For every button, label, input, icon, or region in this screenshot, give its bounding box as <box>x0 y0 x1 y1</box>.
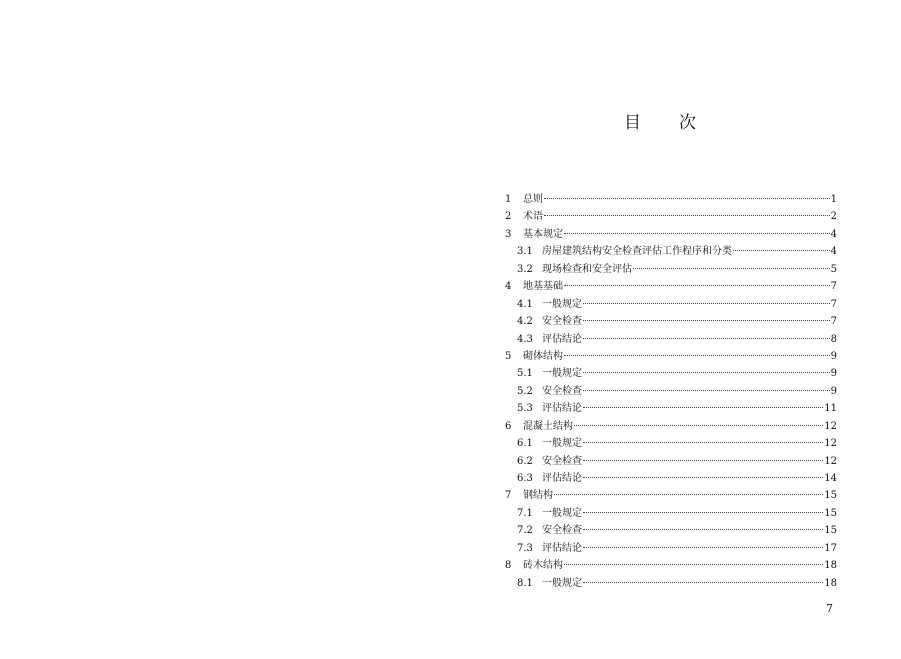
toc-section-entry[interactable] <box>505 348 837 365</box>
toc-entry-label: 一般规定 <box>542 368 582 380</box>
toc-dot-leader <box>583 303 830 304</box>
toc-dot-leader <box>583 372 830 373</box>
toc-entry-number: 4.1 <box>517 298 533 310</box>
toc-entry-page: 15 <box>824 507 837 519</box>
toc-dot-leader <box>583 390 830 391</box>
toc-entry-label: 砖木结构 <box>523 560 563 572</box>
toc-entry-page: 5 <box>830 263 837 275</box>
toc-entry-number: 7.1 <box>517 507 533 519</box>
toc-entry-page: 9 <box>830 385 837 397</box>
toc-dot-leader <box>583 460 823 461</box>
toc-entry-page: 14 <box>824 473 837 484</box>
toc-entry-number: 3 <box>505 228 512 240</box>
toc-subsection-entry[interactable] <box>505 453 837 470</box>
toc-dot-leader <box>583 338 830 339</box>
toc-entry-number: 6 <box>505 420 512 432</box>
toc-entry-number: 5.3 <box>517 403 533 415</box>
toc-dot-leader <box>583 512 823 513</box>
toc-entry-number: 5.1 <box>517 368 533 380</box>
toc-entry-number: 1 <box>505 194 512 205</box>
toc-entry-label: 砌体结构 <box>523 350 563 362</box>
toc-dot-leader <box>583 442 823 443</box>
toc-entry-number: 3.1 <box>517 246 533 258</box>
toc-subsection-entry[interactable] <box>505 365 837 382</box>
toc-entry-label: 一般规定 <box>542 577 582 589</box>
toc-entry-label: 评估结论 <box>542 542 582 554</box>
toc-entry-number: 8 <box>505 560 512 572</box>
toc-subsection-entry[interactable] <box>505 400 837 417</box>
toc-dot-leader <box>583 407 823 408</box>
toc-section-entry[interactable] <box>505 278 837 295</box>
toc-dot-leader <box>564 564 823 565</box>
toc-entry-page: 11 <box>824 403 837 415</box>
toc-subsection-entry[interactable] <box>505 522 837 539</box>
toc-subsection-entry[interactable] <box>505 575 837 592</box>
toc-dot-leader <box>574 425 823 426</box>
toc-subsection-entry[interactable] <box>505 435 837 452</box>
toc-entry-number: 5.2 <box>517 385 533 397</box>
toc-dot-leader <box>564 285 830 286</box>
toc-entry-number: 5 <box>505 350 512 362</box>
toc-dot-leader <box>564 355 830 356</box>
toc-entry-page: 15 <box>824 490 837 502</box>
toc-entry-label: 安全检查 <box>542 316 582 328</box>
toc-entry-label: 安全检查 <box>542 385 582 397</box>
toc-entry-label: 评估结论 <box>542 403 582 415</box>
toc-entry-label: 安全检查 <box>542 455 582 467</box>
toc-dot-leader <box>633 268 830 269</box>
toc-dot-leader <box>583 320 830 321</box>
toc-dot-leader <box>583 529 823 530</box>
toc-section-entry[interactable] <box>505 208 837 225</box>
toc-subsection-entry[interactable] <box>505 383 837 400</box>
toc-section-entry[interactable] <box>505 191 837 208</box>
toc-subsection-entry[interactable] <box>505 313 837 330</box>
toc-entry-page: 17 <box>824 542 837 554</box>
toc-subsection-entry[interactable] <box>505 296 837 313</box>
toc-dot-leader <box>564 233 830 234</box>
toc-section-entry[interactable] <box>505 487 837 504</box>
toc-section-entry[interactable] <box>505 557 837 574</box>
toc-entry-page: 2 <box>830 211 837 223</box>
title-char-2: 次 <box>679 113 696 133</box>
toc-entry-label: 术语 <box>523 211 543 223</box>
toc-entry-page: 9 <box>830 350 837 362</box>
title-char-1: 目 <box>624 113 641 133</box>
toc-entry-number: 6.1 <box>517 438 533 450</box>
toc-section-entry[interactable] <box>505 418 837 435</box>
toc-dot-leader <box>583 477 823 478</box>
toc-entry-page: 4 <box>830 246 837 258</box>
toc-entry-label: 评估结论 <box>542 473 582 484</box>
toc-entry-number: 7 <box>505 490 512 502</box>
table-of-contents <box>505 191 837 592</box>
toc-dot-leader <box>544 215 830 216</box>
toc-entry-page: 7 <box>830 316 837 328</box>
toc-entry-label: 地基基础 <box>523 281 563 293</box>
toc-entry-page: 1 <box>830 194 837 205</box>
toc-entry-page: 7 <box>830 298 837 310</box>
toc-entry-label: 房屋建筑结构安全检查评估工作程序和分类 <box>542 246 732 258</box>
toc-entry-number: 4 <box>505 281 512 293</box>
toc-dot-leader <box>583 582 823 583</box>
toc-entry-page: 9 <box>830 368 837 380</box>
toc-entry-page: 12 <box>824 420 837 432</box>
toc-entry-label: 现场检查和安全评估 <box>542 263 632 275</box>
toc-dot-leader <box>583 547 823 548</box>
toc-entry-label: 一般规定 <box>542 298 582 310</box>
toc-entry-label: 总则 <box>523 194 543 205</box>
toc-entry-number: 2 <box>505 211 512 223</box>
toc-entry-number: 6.3 <box>517 473 533 484</box>
page-title <box>560 108 760 133</box>
toc-section-entry[interactable] <box>505 226 837 243</box>
toc-entry-number: 3.2 <box>517 263 533 275</box>
toc-entry-label: 钢结构 <box>523 490 553 502</box>
toc-entry-number: 7.3 <box>517 542 533 554</box>
toc-entry-label: 混凝土结构 <box>523 420 573 432</box>
toc-entry-page: 4 <box>830 228 837 240</box>
toc-entry-label: 安全检查 <box>542 525 582 537</box>
page-number: 7 <box>826 602 833 615</box>
toc-entry-label: 一般规定 <box>542 438 582 450</box>
toc-entry-number: 4.2 <box>517 316 533 328</box>
toc-entry-page: 8 <box>830 333 837 345</box>
toc-entry-page: 18 <box>824 560 837 572</box>
toc-subsection-entry[interactable] <box>505 470 837 487</box>
toc-entry-label: 一般规定 <box>542 507 582 519</box>
toc-dot-leader <box>554 494 823 495</box>
toc-entry-number: 7.2 <box>517 525 533 537</box>
toc-entry-label: 基本规定 <box>523 228 563 240</box>
toc-subsection-entry[interactable] <box>505 331 837 348</box>
toc-entry-page: 12 <box>824 438 837 450</box>
toc-entry-number: 4.3 <box>517 333 533 345</box>
toc-entry-label: 评估结论 <box>542 333 582 345</box>
toc-entry-page: 18 <box>824 577 837 589</box>
toc-dot-leader <box>544 198 830 199</box>
toc-dot-leader <box>733 250 830 251</box>
toc-entry-number: 8.1 <box>517 577 533 589</box>
toc-subsection-entry[interactable] <box>505 540 837 557</box>
toc-entry-page: 15 <box>824 525 837 537</box>
toc-entry-page: 12 <box>824 455 837 467</box>
toc-subsection-entry[interactable] <box>505 261 837 278</box>
toc-entry-number: 6.2 <box>517 455 533 467</box>
toc-entry-page: 7 <box>830 281 837 293</box>
toc-subsection-entry[interactable] <box>505 505 837 522</box>
toc-subsection-entry[interactable] <box>505 243 837 260</box>
